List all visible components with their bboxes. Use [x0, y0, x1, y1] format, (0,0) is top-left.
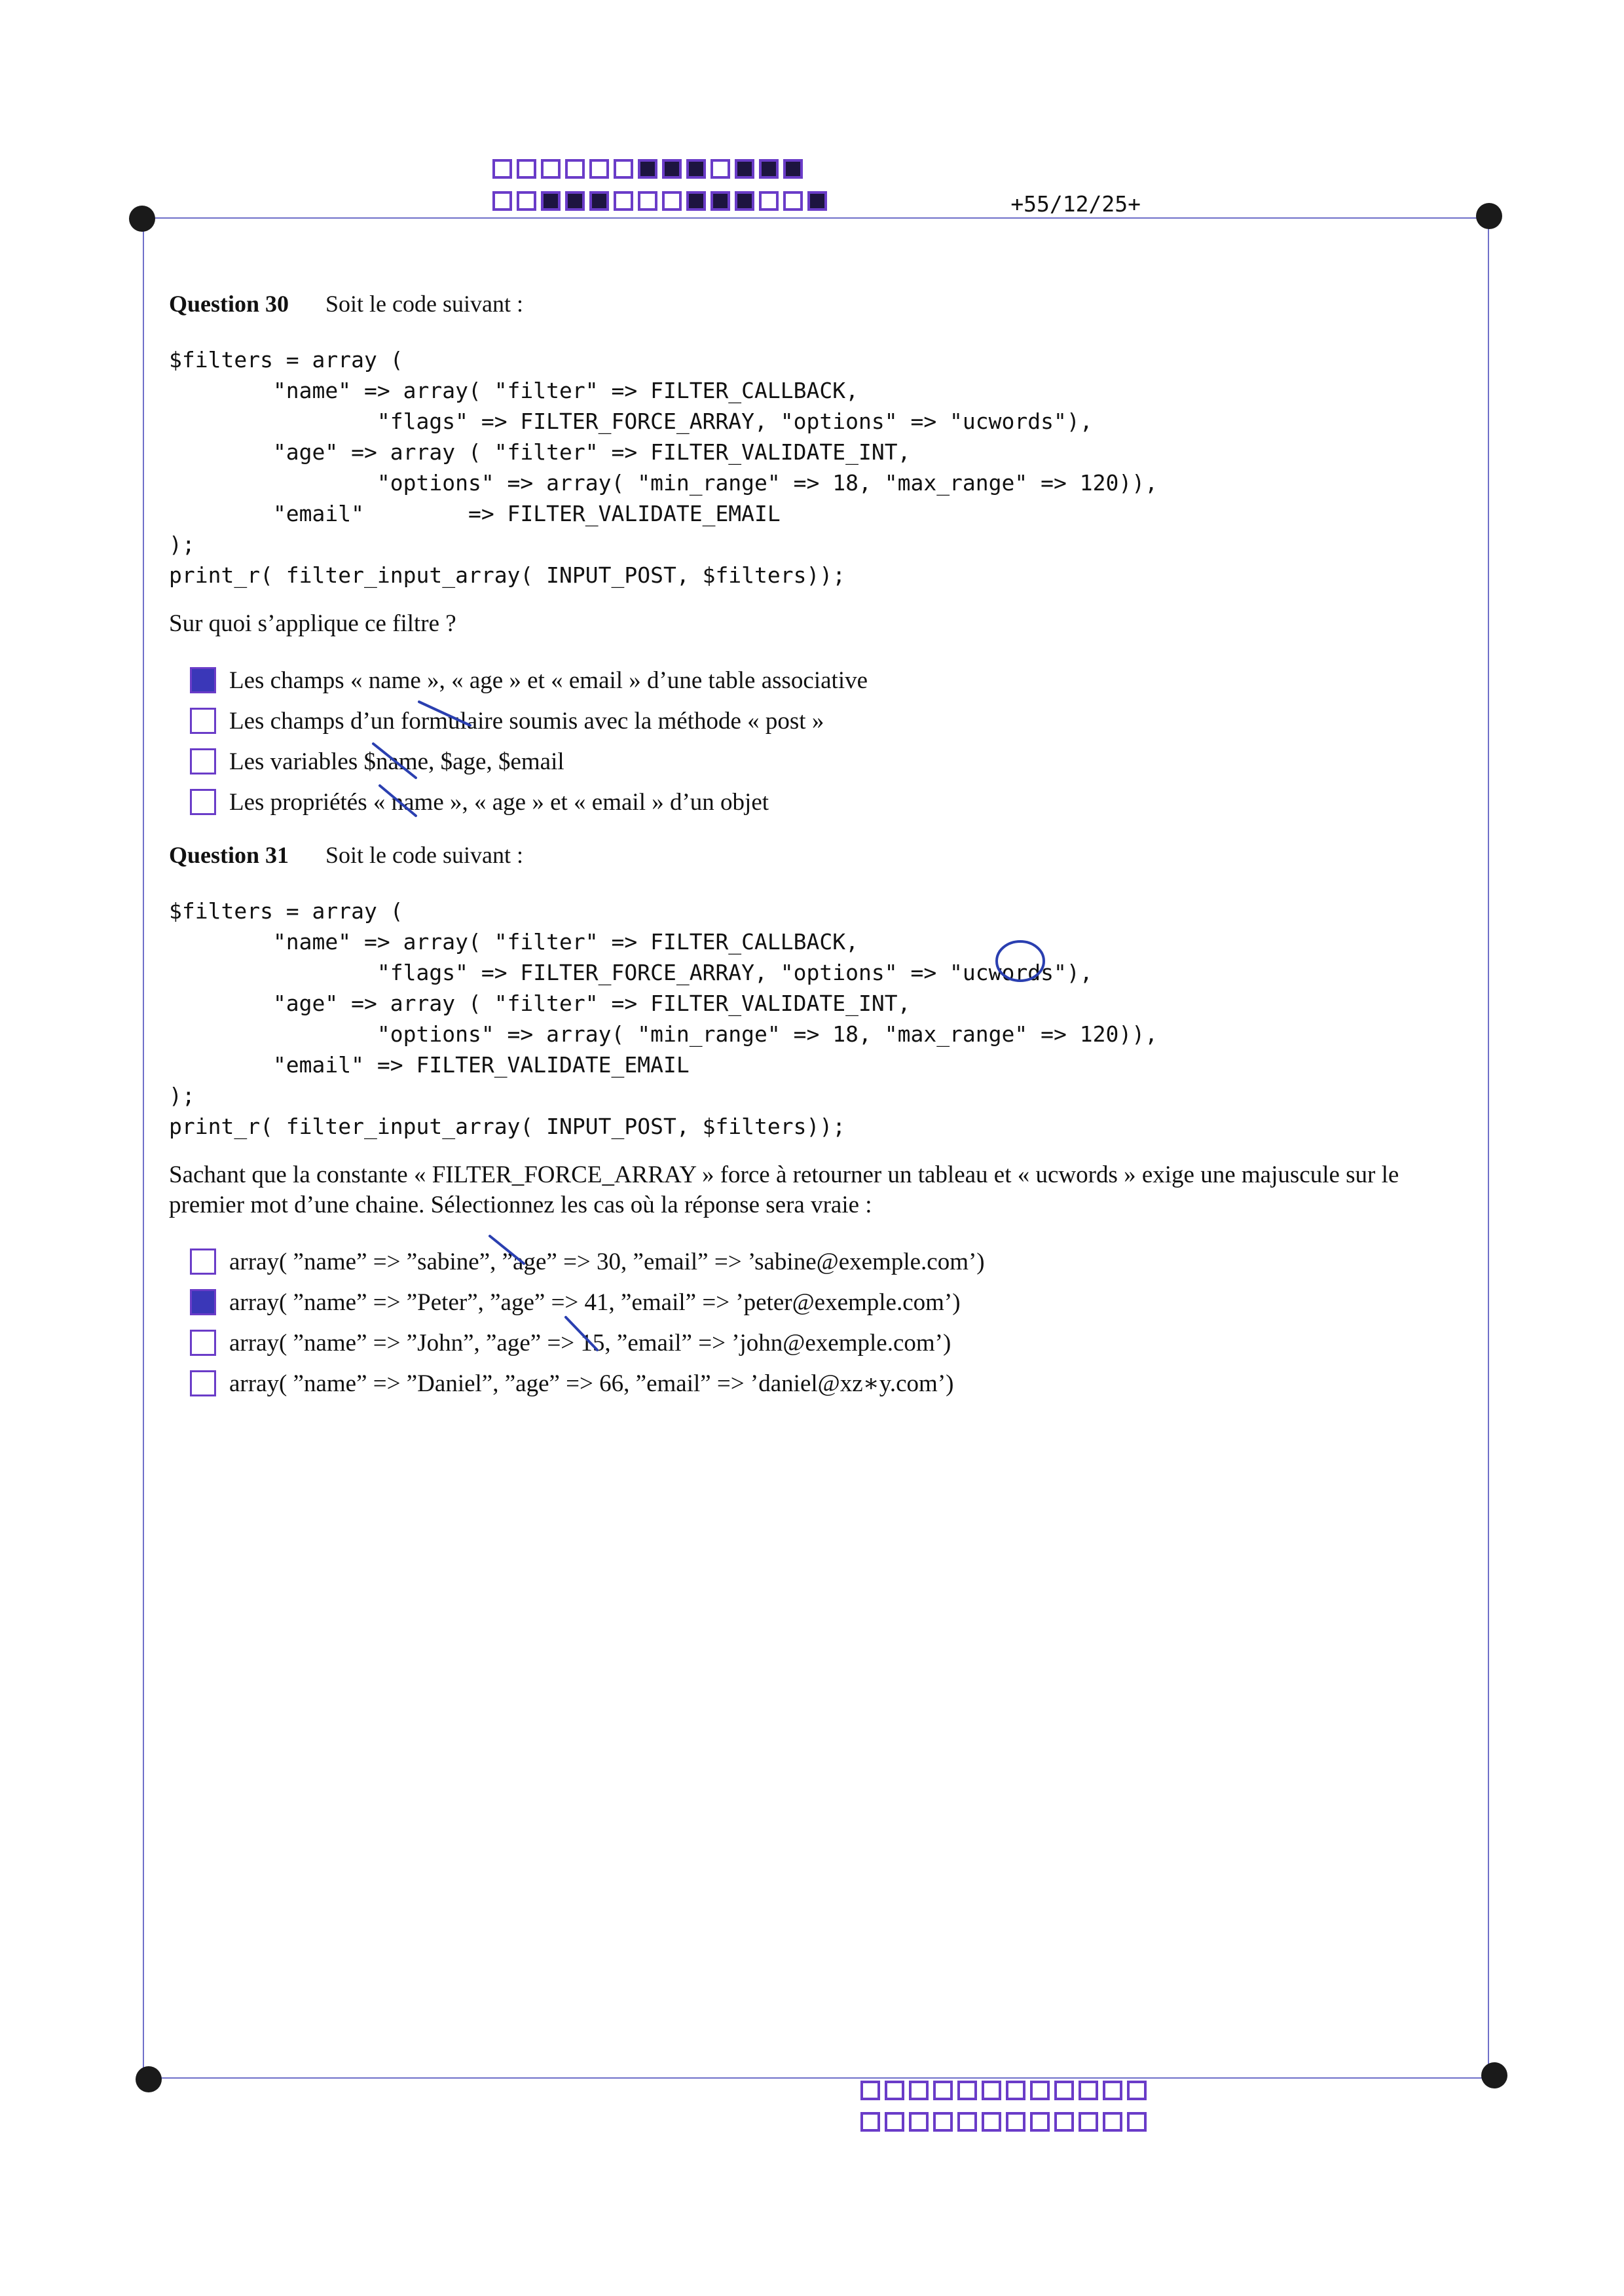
code-cell	[710, 159, 730, 179]
code-cell	[565, 191, 585, 211]
code-cell	[1103, 2112, 1122, 2132]
choice-item[interactable]	[190, 782, 1479, 822]
code-cell	[957, 2081, 977, 2100]
code-cell	[541, 159, 561, 179]
code-cell	[1054, 2112, 1074, 2132]
question-30	[169, 289, 1479, 822]
code-cell	[1103, 2081, 1122, 2100]
question-prompt: Sur quoi s’applique ce filtre ?	[169, 610, 456, 637]
code-cell	[933, 2112, 953, 2132]
page-identifier: +55/12/25+	[1010, 191, 1141, 217]
question-header	[169, 289, 1479, 318]
question-prompt: Sachant que la constante « FILTER_FORCE_ARRAY » force à retourner un tableau et « ucwords » exige une majuscule sur le premier mot d’une chaine. Sélectionnez les cas où la réponse sera vraie :	[169, 1161, 1399, 1218]
code-cell	[517, 191, 536, 211]
choice-label: array( ”name” => ”sabine”, ”age” => 30, ”email” => ’sabine@exemple.com’)	[229, 1248, 985, 1275]
choice-list	[169, 660, 1479, 822]
code-cell	[638, 191, 657, 211]
top-code-row-2	[492, 191, 832, 211]
code-cell	[885, 2112, 904, 2132]
code-block: $filters = array ( "name" => array( "filter" => FILTER_CALLBACK, "flags" => FILTER_FORCE_ARRAY, "options" => "ucwords"), "age" => array ( "filter" => FILTER_VALIDATE_INT, "options" => array( "min_range" => 18, "max_range" => 120)), "email" => FILTER_VALIDATE_EMAIL ); print_r( filter_input_array( INPUT_POST, $filters));	[169, 898, 1158, 1139]
code-cell	[759, 159, 779, 179]
bottom-code-row-2	[860, 2112, 1151, 2132]
code-cell	[614, 191, 633, 211]
top-code-row-1	[492, 159, 807, 179]
choice-checkbox[interactable]	[190, 1330, 216, 1356]
code-cell	[759, 191, 779, 211]
code-cell	[662, 159, 682, 179]
registration-mark-bottom-left	[136, 2066, 162, 2092]
choice-label: array( ”name” => ”Daniel”, ”age” => 66, ”email” => ’daniel@xz∗y.com’)	[229, 1370, 954, 1397]
choice-item[interactable]	[190, 1282, 1479, 1322]
question-intro: Soit le code suivant :	[325, 291, 523, 317]
code-cell	[686, 159, 706, 179]
code-cell	[1127, 2081, 1147, 2100]
code-cell	[735, 159, 754, 179]
code-cell	[589, 159, 609, 179]
choice-list	[169, 1241, 1479, 1404]
choice-item[interactable]	[190, 1241, 1479, 1282]
code-cell	[982, 2112, 1001, 2132]
code-cell	[1054, 2081, 1074, 2100]
code-cell	[860, 2081, 880, 2100]
registration-mark-top-left	[129, 206, 155, 232]
code-cell	[909, 2081, 929, 2100]
choice-checkbox-checked[interactable]	[190, 667, 216, 693]
choice-label: Les propriétés « name », « age » et « email » d’un objet	[229, 788, 769, 816]
code-block: $filters = array ( "name" => array( "filter" => FILTER_CALLBACK, "flags" => FILTER_FORCE_ARRAY, "options" => "ucwords"), "age" => array ( "filter" => FILTER_VALIDATE_INT, "options" => array( "min_range" => 18, "max_range" => 120)), "email" => FILTER_VALIDATE_EMAIL ); print_r( filter_input_array( INPUT_POST, $filters));	[169, 347, 1158, 588]
choice-checkbox[interactable]	[190, 748, 216, 774]
code-cell	[982, 2081, 1001, 2100]
code-cell	[783, 191, 803, 211]
code-cell	[1030, 2112, 1050, 2132]
code-cell	[686, 191, 706, 211]
code-cell	[638, 159, 657, 179]
code-cell	[1030, 2081, 1050, 2100]
choice-item[interactable]	[190, 660, 1479, 701]
question-number: Question 30	[169, 291, 289, 317]
question-31	[169, 841, 1479, 1404]
choice-label: Les champs « name », « age » et « email » d’une table associative	[229, 666, 868, 694]
choice-checkbox-checked[interactable]	[190, 1289, 216, 1315]
code-cell	[909, 2112, 929, 2132]
question-number: Question 31	[169, 842, 289, 868]
code-cell	[1127, 2112, 1147, 2132]
code-cell	[541, 191, 561, 211]
choice-checkbox[interactable]	[190, 789, 216, 815]
code-cell	[517, 159, 536, 179]
choice-item[interactable]	[190, 1363, 1479, 1404]
code-cell	[710, 191, 730, 211]
code-cell	[933, 2081, 953, 2100]
code-cell	[492, 159, 512, 179]
choice-item[interactable]	[190, 701, 1479, 741]
choice-item[interactable]	[190, 1322, 1479, 1363]
code-cell	[885, 2081, 904, 2100]
choice-label: array( ”name” => ”Peter”, ”age” => 41, ”email” => ’peter@exemple.com’)	[229, 1288, 961, 1316]
registration-mark-bottom-right	[1481, 2062, 1507, 2088]
choice-checkbox[interactable]	[190, 708, 216, 734]
choice-label: Les champs d’un formulaire soumis avec la méthode « post »	[229, 707, 824, 735]
code-cell	[1079, 2081, 1098, 2100]
code-cell	[492, 191, 512, 211]
code-cell	[735, 191, 754, 211]
code-cell	[783, 159, 803, 179]
code-cell	[1006, 2081, 1025, 2100]
code-cell	[614, 159, 633, 179]
code-cell	[565, 159, 585, 179]
bottom-code-row-1	[860, 2081, 1151, 2100]
code-cell	[589, 191, 609, 211]
choice-label: Les variables $name, $age, $email	[229, 748, 564, 775]
code-cell	[860, 2112, 880, 2132]
choice-item[interactable]	[190, 741, 1479, 782]
registration-mark-top-right	[1476, 203, 1502, 229]
code-cell	[1079, 2112, 1098, 2132]
choice-checkbox[interactable]	[190, 1248, 216, 1275]
choice-checkbox[interactable]	[190, 1370, 216, 1396]
code-cell	[662, 191, 682, 211]
code-cell	[957, 2112, 977, 2132]
question-header	[169, 841, 1479, 869]
question-intro: Soit le code suivant :	[325, 842, 523, 868]
code-cell	[1006, 2112, 1025, 2132]
choice-label: array( ”name” => ”John”, ”age” => 15, ”email” => ’john@exemple.com’)	[229, 1329, 951, 1357]
code-cell	[807, 191, 827, 211]
